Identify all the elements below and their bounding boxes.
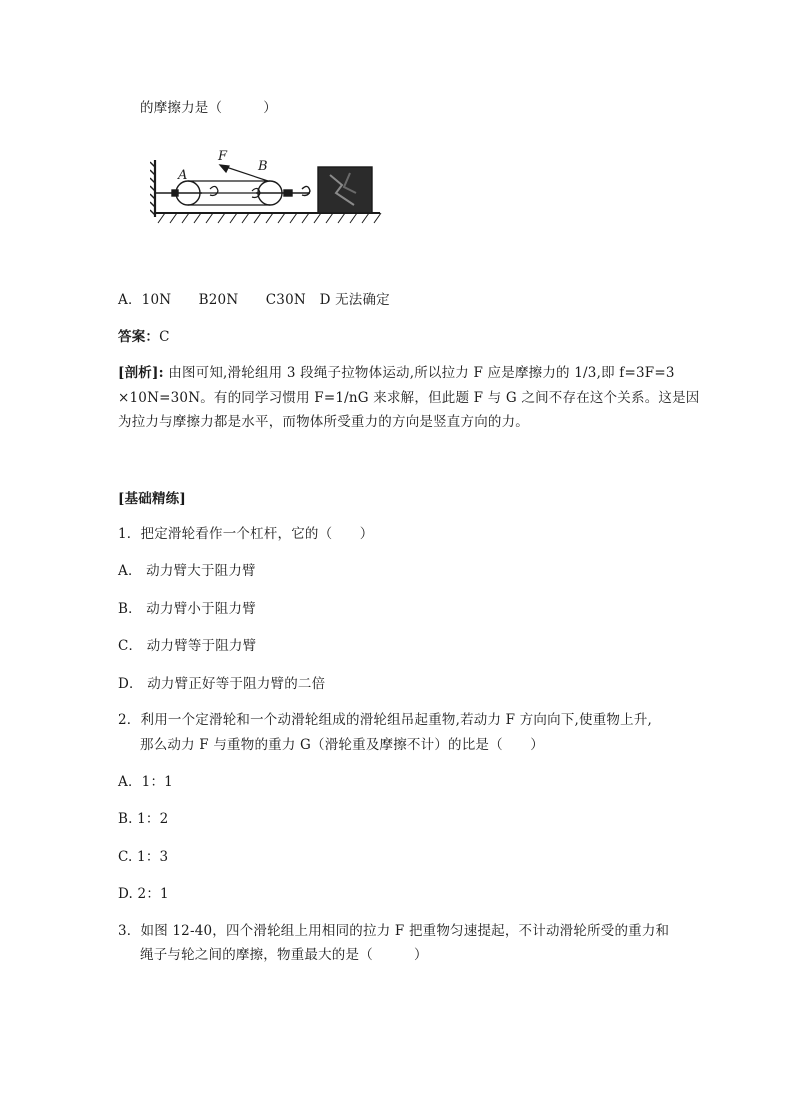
q1-option-d: D． 动力臂正好等于阻力臂的二倍 (118, 676, 326, 692)
q2-stem-1: 2．利用一个定滑轮和一个动滑轮组成的滑轮组吊起重物,若动力 F 方向向下,使重物上升, (118, 712, 653, 728)
analysis-line-2: ×10N=30N。有的同学习惯用 F=1/nG 来求解，但此题 F 与 G 之间不存在这个关系。这是因 (118, 390, 700, 406)
pulley-a (155, 181, 202, 205)
label-a: A (178, 168, 188, 183)
analysis-text-1: 由图可知,滑轮组用 3 段绳子拉物体运动,所以拉力 F 应是摩擦力的 1/3,即 f=3F=3 (163, 365, 675, 381)
q1-option-c: C． 动力臂等于阻力臂 (118, 638, 257, 654)
q2-option-c: C. 1：3 (118, 849, 169, 865)
answer-label: 答案： (118, 329, 160, 345)
answer-line (118, 328, 170, 346)
q3-stem-1: 3．如图 12-40，四个滑轮组上用相同的拉力 F 把重物匀速提起，不计动滑轮所受的重力和 (118, 923, 670, 939)
intro-line: 的摩擦力是（ ） (140, 100, 277, 116)
q2-option-a: A．1：1 (118, 774, 173, 790)
section-title: [基础精练] (118, 491, 186, 507)
answer-value: C (159, 329, 170, 345)
q2-option-d: D. 2：1 (118, 886, 169, 902)
analysis-line-3: 为拉力与摩擦力都是水平，而物体所受重力的方向是竖直方向的力。 (118, 414, 529, 430)
q1-option-a: A． 动力臂大于阻力臂 (118, 563, 256, 579)
q2-option-b: B. 1：2 (118, 811, 169, 827)
label-f: F (218, 149, 228, 164)
example-options: A．10N B20N C30N D 无法确定 (118, 292, 390, 308)
block (318, 167, 372, 213)
q1-stem: 1．把定滑轮看作一个杠杆，它的（ ） (118, 526, 374, 542)
q2-stem-2: 那么动力 F 与重物的重力 G（滑轮重及摩擦不计）的比是（ ） (140, 737, 544, 753)
analysis-label: [剖析]: (118, 365, 164, 381)
pulley-friction-diagram (150, 145, 390, 230)
q1-option-b: B． 动力臂小于阻力臂 (118, 601, 256, 617)
label-b: B (258, 159, 268, 174)
pulley-b (256, 181, 292, 205)
analysis-line-1 (118, 364, 675, 382)
q3-stem-2: 绳子与轮之间的摩擦，物重最大的是（ ） (140, 947, 428, 963)
